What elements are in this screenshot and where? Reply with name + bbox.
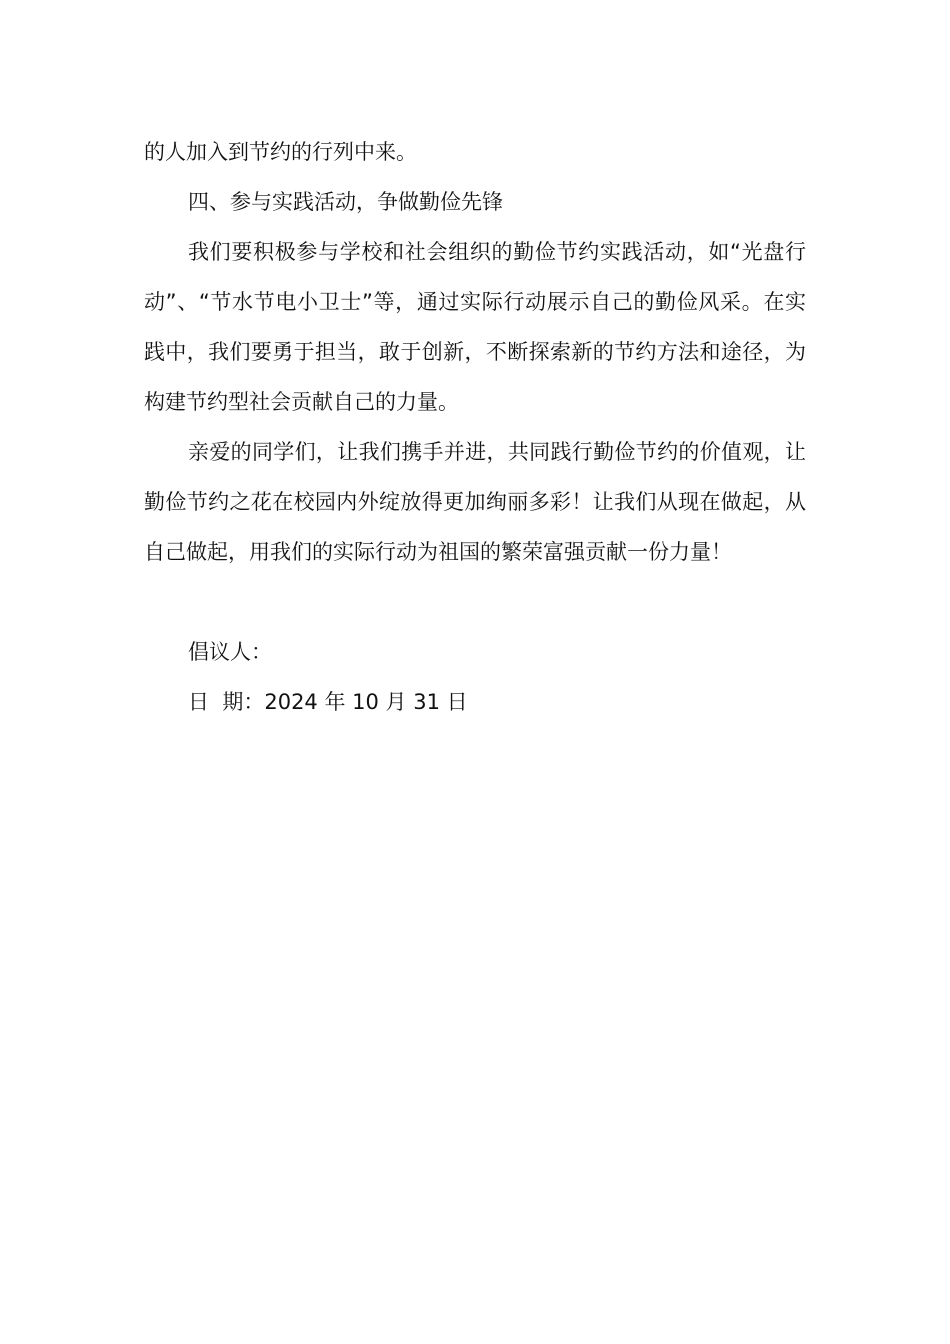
paragraph-closing: 亲爱的同学们，让我们携手并进，共同践行勤俭节约的价值观，让勤俭节约之花在校园内外绽放得更加绚丽多彩！让我们从现在做起，从自己做起，用我们的实际行动为祖国的繁荣富强贡献一份力量！ (144, 440, 806, 564)
section-heading: 四、参与实践活动，争做勤俭先锋 (188, 190, 503, 214)
paragraph-practice: 我们要积极参与学校和社会组织的勤俭节约实践活动，如“光盘行动”、“节水节电小卫士”等，通过实际行动展示自己的勤俭风采。在实践中，我们要勇于担当，敢于创新，不断探索新的节约方法和途径，为构建节约型社会贡献自己的力量。 (144, 240, 806, 414)
date-line: 日 期：2024 年 10 月 31 日 (188, 690, 468, 714)
signature-label: 倡议人： (188, 640, 272, 664)
document-body (144, 127, 806, 727)
blank-line (144, 577, 806, 627)
continuation-text: 的人加入到节约的行列中来。 (144, 140, 417, 164)
